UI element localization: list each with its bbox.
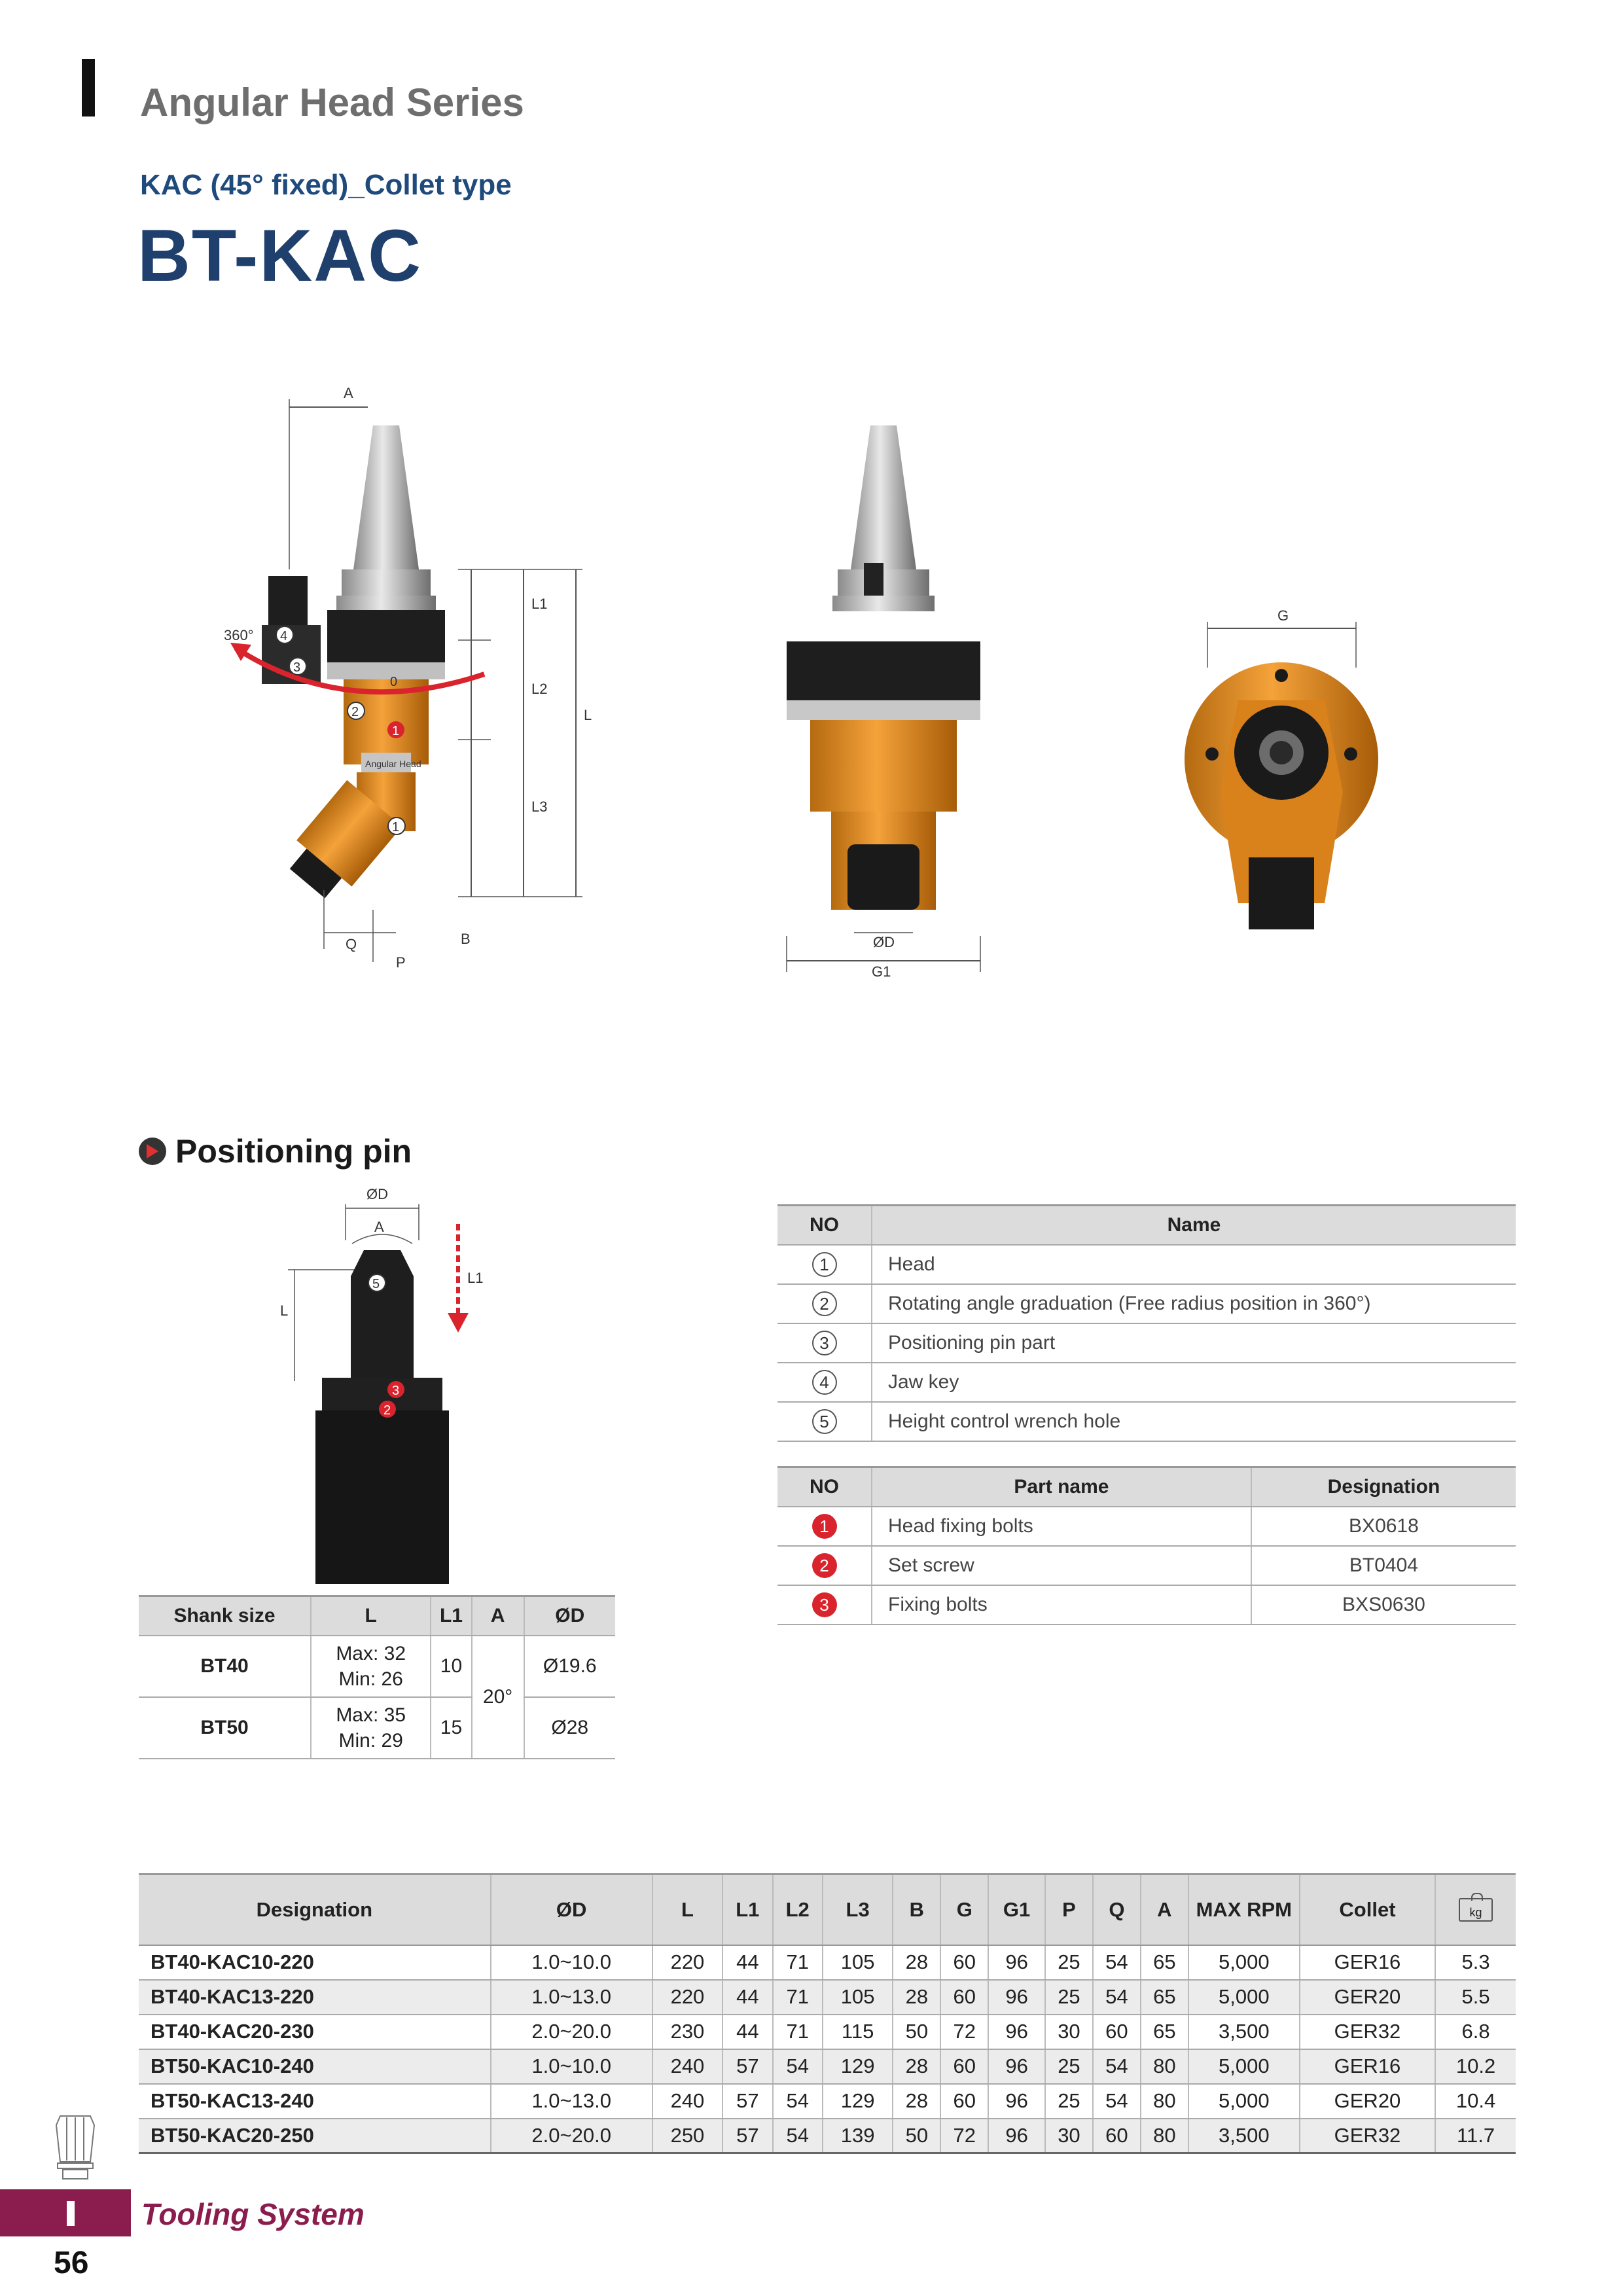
side-view-drawing — [196, 373, 615, 975]
footer-section-title: Tooling System — [141, 2197, 365, 2231]
spec-cell: 105 — [823, 1945, 893, 1980]
spec-cell: 2.0~20.0 — [491, 2119, 652, 2153]
cell-designation: BT50-KAC13-240 — [139, 2084, 491, 2119]
table-row — [139, 1980, 1516, 2015]
spec-cell: 60 — [940, 2084, 988, 2119]
spec-cell: GER16 — [1300, 2049, 1435, 2084]
spec-cell: 80 — [1141, 2084, 1188, 2119]
col-designation: Designation — [1251, 1467, 1516, 1507]
spec-cell: 96 — [988, 2084, 1045, 2119]
col-part-name: Part name — [872, 1467, 1251, 1507]
pin-housing — [315, 1410, 449, 1584]
header-bar — [82, 59, 95, 117]
table-row — [777, 1284, 1516, 1323]
spec-cell: 1.0~10.0 — [491, 2049, 652, 2084]
table-row — [139, 2084, 1516, 2119]
spec-cell: 220 — [652, 1980, 722, 2015]
spec-col-header: Collet — [1300, 1874, 1435, 1945]
table-row — [139, 1945, 1516, 1980]
body-label-plate: Angular Head — [365, 759, 421, 769]
spec-cell: 60 — [1093, 2015, 1141, 2049]
spec-col-header: ØD — [491, 1874, 652, 1945]
black-ring — [327, 610, 445, 662]
dim-l2-label: L2 — [531, 681, 548, 697]
spec-cell: 57 — [722, 2119, 772, 2153]
table-row — [139, 1697, 615, 1759]
spec-cell: 240 — [652, 2084, 722, 2119]
weight-icon: kg — [1459, 1898, 1493, 1922]
positioning-pin-heading — [139, 1132, 412, 1170]
number-circle: 2 — [812, 1291, 837, 1316]
spec-cell: 230 — [652, 2015, 722, 2049]
page-number: 56 — [54, 2246, 89, 2280]
spec-cell: 65 — [1141, 1980, 1188, 2015]
spec-col-header: L2 — [773, 1874, 823, 1945]
section-arrow-icon — [139, 1138, 166, 1165]
pin-callout-3: 3 — [392, 1384, 400, 1398]
dim-l-label: L — [584, 707, 592, 723]
spec-cell: GER20 — [1300, 1980, 1435, 2015]
cell-designation: BT50-KAC20-250 — [139, 2119, 491, 2153]
cell-part-name: Set screw — [872, 1546, 1251, 1585]
dim-p-label: P — [396, 954, 406, 971]
spec-cell: 25 — [1045, 1945, 1093, 1980]
cell-designation: BT50-KAC10-240 — [139, 2049, 491, 2084]
rotation-angle-label: 360° — [224, 627, 254, 643]
callout-red-1: 1 — [392, 724, 400, 738]
callout-2: 2 — [351, 705, 359, 719]
spec-cell: GER16 — [1300, 1945, 1435, 1980]
number-circle: 3 — [812, 1331, 837, 1355]
spec-cell: 30 — [1045, 2015, 1093, 2049]
spec-cell: GER32 — [1300, 2015, 1435, 2049]
pin-callout-2: 2 — [383, 1403, 391, 1418]
cell-designation: BXS0630 — [1251, 1585, 1516, 1624]
cell-name: Jaw key — [872, 1363, 1516, 1402]
dim-g1-label: G1 — [872, 963, 891, 980]
dim-q-label: Q — [346, 936, 357, 952]
spec-col-header: L — [652, 1874, 722, 1945]
col-l: L — [311, 1596, 431, 1636]
spec-col-header: L3 — [823, 1874, 893, 1945]
model-title: BT-KAC — [137, 215, 423, 296]
spec-cell: 54 — [1093, 2049, 1141, 2084]
dim-od-label: ØD — [873, 934, 895, 950]
spec-col-header: MAX RPM — [1188, 1874, 1300, 1945]
spec-cell: 129 — [823, 2084, 893, 2119]
cell-od: Ø19.6 — [524, 1636, 615, 1697]
spec-cell: 30 — [1045, 2119, 1093, 2153]
graduation-zero: 0 — [390, 675, 398, 689]
cell-l-max: Max: 32 — [336, 1642, 406, 1664]
callout-3: 3 — [293, 660, 301, 675]
cell-l-max: Max: 35 — [336, 1704, 406, 1726]
spec-cell: 220 — [652, 1945, 722, 1980]
dim-g-label: G — [1277, 607, 1289, 624]
cell-designation: BT40-KAC10-220 — [139, 1945, 491, 1980]
spec-col-header: L1 — [722, 1874, 772, 1945]
spec-col-header: B — [893, 1874, 940, 1945]
red-number-circle: 2 — [812, 1553, 837, 1578]
spec-cell: 1.0~13.0 — [491, 1980, 652, 2015]
spec-cell: 105 — [823, 1980, 893, 2015]
dim-l1-label: L1 — [531, 596, 548, 612]
col-a: A — [472, 1596, 524, 1636]
spec-cell: 72 — [940, 2015, 988, 2049]
series-title: Angular Head Series — [140, 81, 524, 124]
spec-cell: 139 — [823, 2119, 893, 2153]
cell-name: Rotating angle graduation (Free radius position in 360°) — [872, 1284, 1516, 1323]
spec-col-header: Q — [1093, 1874, 1141, 1945]
cell-l — [311, 1697, 431, 1759]
spec-cell: 250 — [652, 2119, 722, 2153]
spec-cell: 80 — [1141, 2049, 1188, 2084]
col-shank-size: Shank size — [139, 1596, 311, 1636]
table-row — [139, 2049, 1516, 2084]
spec-cell: 240 — [652, 2049, 722, 2084]
cell-od: Ø28 — [524, 1697, 615, 1759]
spec-cell: 25 — [1045, 2084, 1093, 2119]
number-circle: 1 — [812, 1252, 837, 1277]
spec-cell: 25 — [1045, 1980, 1093, 2015]
spec-cell: GER32 — [1300, 2119, 1435, 2153]
cell-designation: BT40-KAC13-220 — [139, 1980, 491, 2015]
spec-cell: 60 — [940, 2049, 988, 2084]
spec-cell: 72 — [940, 2119, 988, 2153]
col-l1: L1 — [431, 1596, 471, 1636]
table-row — [777, 1507, 1516, 1546]
cell-name: Head — [872, 1245, 1516, 1284]
spec-cell: 25 — [1045, 2049, 1093, 2084]
spec-cell: 65 — [1141, 1945, 1188, 1980]
spec-cell: 44 — [722, 1945, 772, 1980]
positioning-pin-table — [139, 1595, 615, 1759]
spec-cell: 71 — [773, 1980, 823, 2015]
spec-col-header: G — [940, 1874, 988, 1945]
spec-col-header: P — [1045, 1874, 1093, 1945]
table-row — [777, 1363, 1516, 1402]
table-row — [777, 1323, 1516, 1363]
spec-cell: 5.3 — [1435, 1945, 1516, 1980]
table-row — [777, 1546, 1516, 1585]
spec-cell: 5,000 — [1188, 2084, 1300, 2119]
spec-cell: 60 — [940, 1945, 988, 1980]
cell-shank: BT50 — [139, 1697, 311, 1759]
spec-cell: 71 — [773, 2015, 823, 2049]
spec-cell: 1.0~10.0 — [491, 1945, 652, 1980]
spec-cell: 10.2 — [1435, 2049, 1516, 2084]
spec-cell: 3,500 — [1188, 2119, 1300, 2153]
spec-cell: 54 — [773, 2119, 823, 2153]
spec-cell: 3,500 — [1188, 2015, 1300, 2049]
cell-part-name: Head fixing bolts — [872, 1507, 1251, 1546]
specification-table — [139, 1873, 1516, 2154]
collet-icon — [52, 2111, 98, 2183]
taper-shank — [353, 425, 419, 569]
dim-l3-label: L3 — [531, 798, 548, 815]
spec-cell: 2.0~20.0 — [491, 2015, 652, 2049]
spec-cell: 10.4 — [1435, 2084, 1516, 2119]
spec-cell: 50 — [893, 2015, 940, 2049]
callout-1: 1 — [392, 820, 400, 834]
spec-cell: 54 — [1093, 2084, 1141, 2119]
bottom-view-drawing — [1185, 602, 1381, 942]
spec-cell: 54 — [773, 2084, 823, 2119]
spec-cell: 80 — [1141, 2119, 1188, 2153]
table-row — [139, 2015, 1516, 2049]
component-names-table — [777, 1204, 1516, 1442]
spec-cell: 57 — [722, 2049, 772, 2084]
spec-cell: 5,000 — [1188, 1945, 1300, 1980]
spec-cell: 28 — [893, 2084, 940, 2119]
spec-cell: 60 — [1093, 2119, 1141, 2153]
spec-cell: 96 — [988, 1945, 1045, 1980]
spec-cell: 60 — [940, 1980, 988, 2015]
spec-cell: 28 — [893, 1945, 940, 1980]
spec-cell: 96 — [988, 2119, 1045, 2153]
spec-cell: 54 — [1093, 1945, 1141, 1980]
front-black-ring — [787, 641, 980, 700]
pin-body — [351, 1250, 414, 1378]
cell-l-min: Min: 29 — [338, 1729, 403, 1751]
positioning-pin-title: Positioning pin — [175, 1133, 412, 1170]
cell-l — [311, 1636, 431, 1697]
product-subtitle: KAC (45° fixed)_Collet type — [140, 169, 512, 201]
cell-l1: 15 — [431, 1697, 471, 1759]
cell-part-name: Fixing bolts — [872, 1585, 1251, 1624]
spec-cell: GER20 — [1300, 2084, 1435, 2119]
pin-callout-5: 5 — [372, 1277, 380, 1291]
pin-dim-a: A — [374, 1219, 384, 1235]
spec-cell: 5,000 — [1188, 1980, 1300, 2015]
cell-l1: 10 — [431, 1636, 471, 1697]
spec-cell: 44 — [722, 2015, 772, 2049]
table-row — [139, 1636, 615, 1697]
spec-cell: 96 — [988, 2015, 1045, 2049]
cell-a: 20° — [472, 1636, 524, 1759]
spec-cell: 28 — [893, 1980, 940, 2015]
red-number-circle: 1 — [812, 1514, 837, 1539]
pin-dim-od: ØD — [366, 1186, 388, 1202]
table-row — [139, 2119, 1516, 2153]
spec-cell: 57 — [722, 2084, 772, 2119]
cell-designation: BX0618 — [1251, 1507, 1516, 1546]
spec-col-header: G1 — [988, 1874, 1045, 1945]
spec-cell: 129 — [823, 2049, 893, 2084]
spec-col-header: Designation — [139, 1874, 491, 1945]
parts-table — [777, 1466, 1516, 1625]
pin-dim-l1: L1 — [467, 1270, 484, 1286]
col-no: NO — [777, 1467, 872, 1507]
cell-designation: BT40-KAC20-230 — [139, 2015, 491, 2049]
spec-col-weight — [1435, 1874, 1516, 1945]
spec-cell: 5.5 — [1435, 1980, 1516, 2015]
pin-dim-l: L — [280, 1302, 289, 1319]
spec-cell: 54 — [1093, 1980, 1141, 2015]
spec-cell: 96 — [988, 1980, 1045, 2015]
spec-cell: 115 — [823, 2015, 893, 2049]
cell-shank: BT40 — [139, 1636, 311, 1697]
positioning-pin-drawing — [268, 1185, 484, 1590]
callout-4: 4 — [280, 629, 288, 643]
footer-section-bar — [0, 2189, 131, 2236]
spec-cell: 44 — [722, 1980, 772, 2015]
spec-cell: 28 — [893, 2049, 940, 2084]
spec-cell: 5,000 — [1188, 2049, 1300, 2084]
col-od: ØD — [524, 1596, 615, 1636]
dim-a-label: A — [344, 385, 353, 401]
spec-cell: 6.8 — [1435, 2015, 1516, 2049]
spec-cell: 65 — [1141, 2015, 1188, 2049]
table-row — [777, 1245, 1516, 1284]
number-circle: 5 — [812, 1409, 837, 1434]
cell-name: Positioning pin part — [872, 1323, 1516, 1363]
spec-cell: 71 — [773, 1945, 823, 1980]
spec-cell: 96 — [988, 2049, 1045, 2084]
cell-name: Height control wrench hole — [872, 1402, 1516, 1441]
col-name: Name — [872, 1206, 1516, 1245]
front-view-drawing — [772, 412, 995, 988]
red-number-circle: 3 — [812, 1592, 837, 1617]
cell-designation: BT0404 — [1251, 1546, 1516, 1585]
table-row — [777, 1402, 1516, 1441]
number-circle: 4 — [812, 1370, 837, 1395]
spec-cell: 11.7 — [1435, 2119, 1516, 2153]
dim-b-label: B — [461, 931, 471, 947]
table-row — [777, 1585, 1516, 1624]
spec-cell: 1.0~13.0 — [491, 2084, 652, 2119]
spec-cell: 50 — [893, 2119, 940, 2153]
spec-col-header: A — [1141, 1874, 1188, 1945]
col-no: NO — [777, 1206, 872, 1245]
spec-cell: 54 — [773, 2049, 823, 2084]
cell-l-min: Min: 26 — [338, 1668, 403, 1690]
